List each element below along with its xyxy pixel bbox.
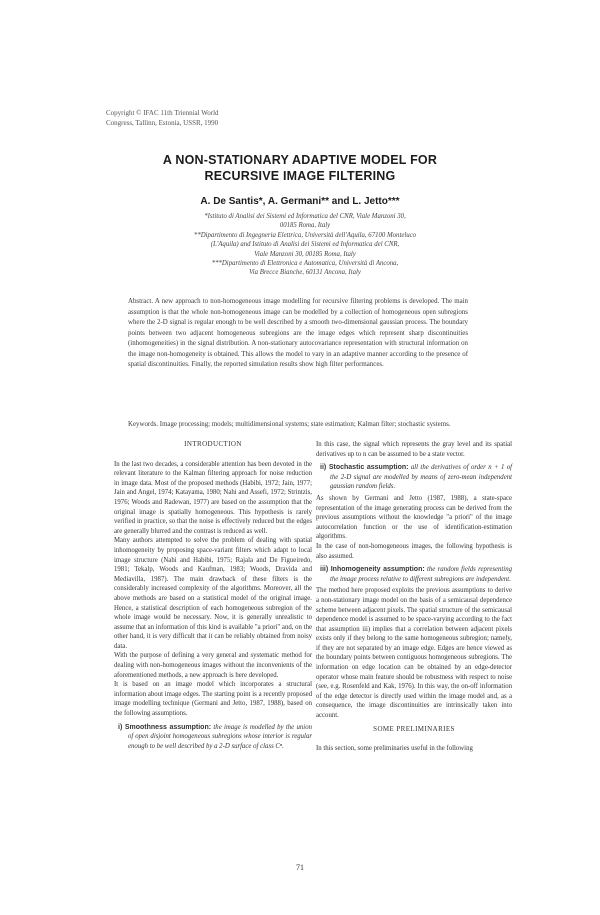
assumption-text: the random fields representing the image process relative to different subregions are independent.: [330, 566, 512, 583]
paragraph: As shown by Germani and Jetto (1987, 1988), a state-space representation of the image generating process can be derived from the previous assumptions without the knowledge "a priori" of the image autocorrelation function or the use of identification-estimation algorithms.: [316, 494, 512, 541]
assumption-item: [114, 723, 312, 752]
paragraph: In this case, the signal which represents the gray level and its spatial derivatives up to n can be assumed to be a state vector.: [316, 441, 512, 458]
title-line-1: A NON-STATIONARY ADAPTIVE MODEL FOR: [162, 153, 438, 167]
author-list: A. De Santis*, A. Germani** and L. Jetto***: [200, 196, 400, 207]
right-column: [316, 440, 512, 754]
affiliation-line: Via Brecce Bianche, 60131 Ancona, Italy: [249, 269, 361, 277]
section-heading-introduction: INTRODUCTION: [184, 440, 242, 448]
paragraph: Many authors attempted to solve the problem of dealing with spatial inhomogeneity by proposing space-variant filters which adapt to local image structure (Nahi and Habibi, 1975; Rajala and De Figueiredo, 1981; Tekalp, Woods and Kaufman, 1983; Woods, Dravida and Mediavilla, 1987). The main drawback of these filters is the considerably increased complexity of the algorithms. Moreover, all the above methods are based on a statistical model of the original image. Hence, a statistical description of each homogeneous subregion of the whole image would be necessary. Now, it is generally unrealistic to assume that an information of this kind is available "a priori" and, on the other hand, it is very difficult that it can be reliably obtained from noisy data.: [114, 537, 312, 650]
paragraph: It is based on an image model which incorporates a structural information about image edges. The starting point is a recently proposed image modelling technique (Germani and Jetto, 1987, 1988), based on the following assumptions.: [114, 681, 312, 718]
paragraph: In the last two decades, a considerable attention has been devoted in the relevant literature to the Kalman filtering approach for noise reduction in image data. Most of the proposed methods (Habibi, 1972; Jain, 1977; Jain and Angel, 1974; Katayama, 1980; Nahi and Assefi, 1972; Strintzis, 1976; Woods and Radewan, 1977) are based on the assumption that the original image is spatially homogeneous. This hypothesis is rarely verified in practice, so that the noise is effectively reduced but the edges are generally blurred and the contrast is reduced as well.: [114, 460, 312, 535]
paragraph: In this section, some preliminaries useful in the following: [316, 745, 473, 753]
paragraph: With the purpose of defining a very general and systematic method for dealing with non-homogeneous images without the inconvenients of the aforementioned methods, a new approach is here developed.: [114, 652, 312, 679]
assumption-text: all the derivatives of order n + 1 of the 2-D signal are modelled by means of zero-mean independent gaussian random fields.: [330, 464, 513, 491]
affiliation-line: (L'Aquila) and Istituto di Analisi dei Sistemi ed Informatica del CNR,: [210, 241, 400, 249]
paragraph: In the case of non-homogeneous images, the following hypothesis is also assumed.: [316, 542, 512, 560]
paragraph: The method here proposed exploits the previous assumptions to derive a non-stationary image model on the basis of a semicausal dependence scheme between adjacent pixels. The spatial structure of the semicausal dependence model is assumed to be space-varying according to the fact that assumption iii) implies that a correlation between adjacent pixels exists only if they belong to the same homogeneous subregion; namely, if they are not separated by an image edge. Edges are hence viewed as the boundary points between contiguous homogeneous subregions. The information on edge location can be obtained by an edge-detector operator whose main feature should be robustness with respect to noise (see, e.g. Rosenfeld and Kak, 1976). In this way, the on-off information of the edge detector is directly used within the image model and, as a consequence, the image discontinuities are intrinsically taken into account.: [316, 587, 512, 720]
page-number: 71: [296, 863, 304, 872]
assumption-label: ii) Stochastic assumption:: [320, 464, 409, 472]
assumption-item: [316, 565, 512, 584]
affiliation-line: *Istituto di Analisi dei Sistemi ed Informatica del CNR, Viale Manzoni 30,: [204, 213, 406, 220]
affiliation-line: Viale Manzoni 30, 00185 Roma, Italy: [254, 250, 356, 258]
left-column: [114, 440, 312, 753]
assumption-label: i) Smoothness assumption:: [118, 723, 212, 731]
affiliations: [140, 212, 470, 278]
assumption-label: iii) Inhomogeneity assumption:: [320, 566, 425, 574]
affiliation-line: 00185 Roma, Italy: [279, 222, 331, 230]
section-heading-preliminaries: SOME PRELIMINARIES: [373, 724, 455, 733]
copyright-line-2: Congress, Tallinn, Estonia, USSR, 1990: [106, 119, 219, 127]
assumption-item: [316, 463, 512, 492]
keywords: Keywords. Image processing; models; multidimensional systems; state estimation; Kalman filter; stochastic systems.: [128, 421, 451, 428]
copyright-notice: [106, 108, 286, 128]
title-line-2: RECURSIVE IMAGE FILTERING: [204, 169, 396, 183]
copyright-line-1: Copyright © IFAC 11th Triennial World: [106, 109, 219, 117]
paper-title: [0, 152, 600, 184]
abstract: Abstract. A new approach to non-homogeneous image modelling for recursive filtering problems is developed. The main assumption is that the whole non-homogeneous image can be modelled by a collection of homogeneous open subregions where the 2-D signal is regular enough to be well described by a smooth two-dimensional gaussian process. The boundary points between two adjacent homogeneous subregions are the image edges which represent sharp discontinuities (inhomogeneities) in the signal distribution. A non-stationary autocovariance representation with structural information on the image non-homogeneity is obtained. This allows the model to vary in an adaptive manner according to the presence of spatial discontinuities. Finally, the reported simulation results show high filter performances.: [128, 298, 468, 368]
affiliation-line: **Dipartimento di Ingegneria Elettrica, Università dell'Aquila, 67100 Monteluco: [193, 231, 417, 239]
affiliation-line: ***Dipartimento di Elettronica e Automatica, Università di Ancona,: [211, 260, 399, 268]
assumption-text: the image is modelled by the union of open disjoint homogeneous subregions whose interior is regular enough to be well described by a 2-D surface of class Cⁿ.: [128, 723, 312, 750]
